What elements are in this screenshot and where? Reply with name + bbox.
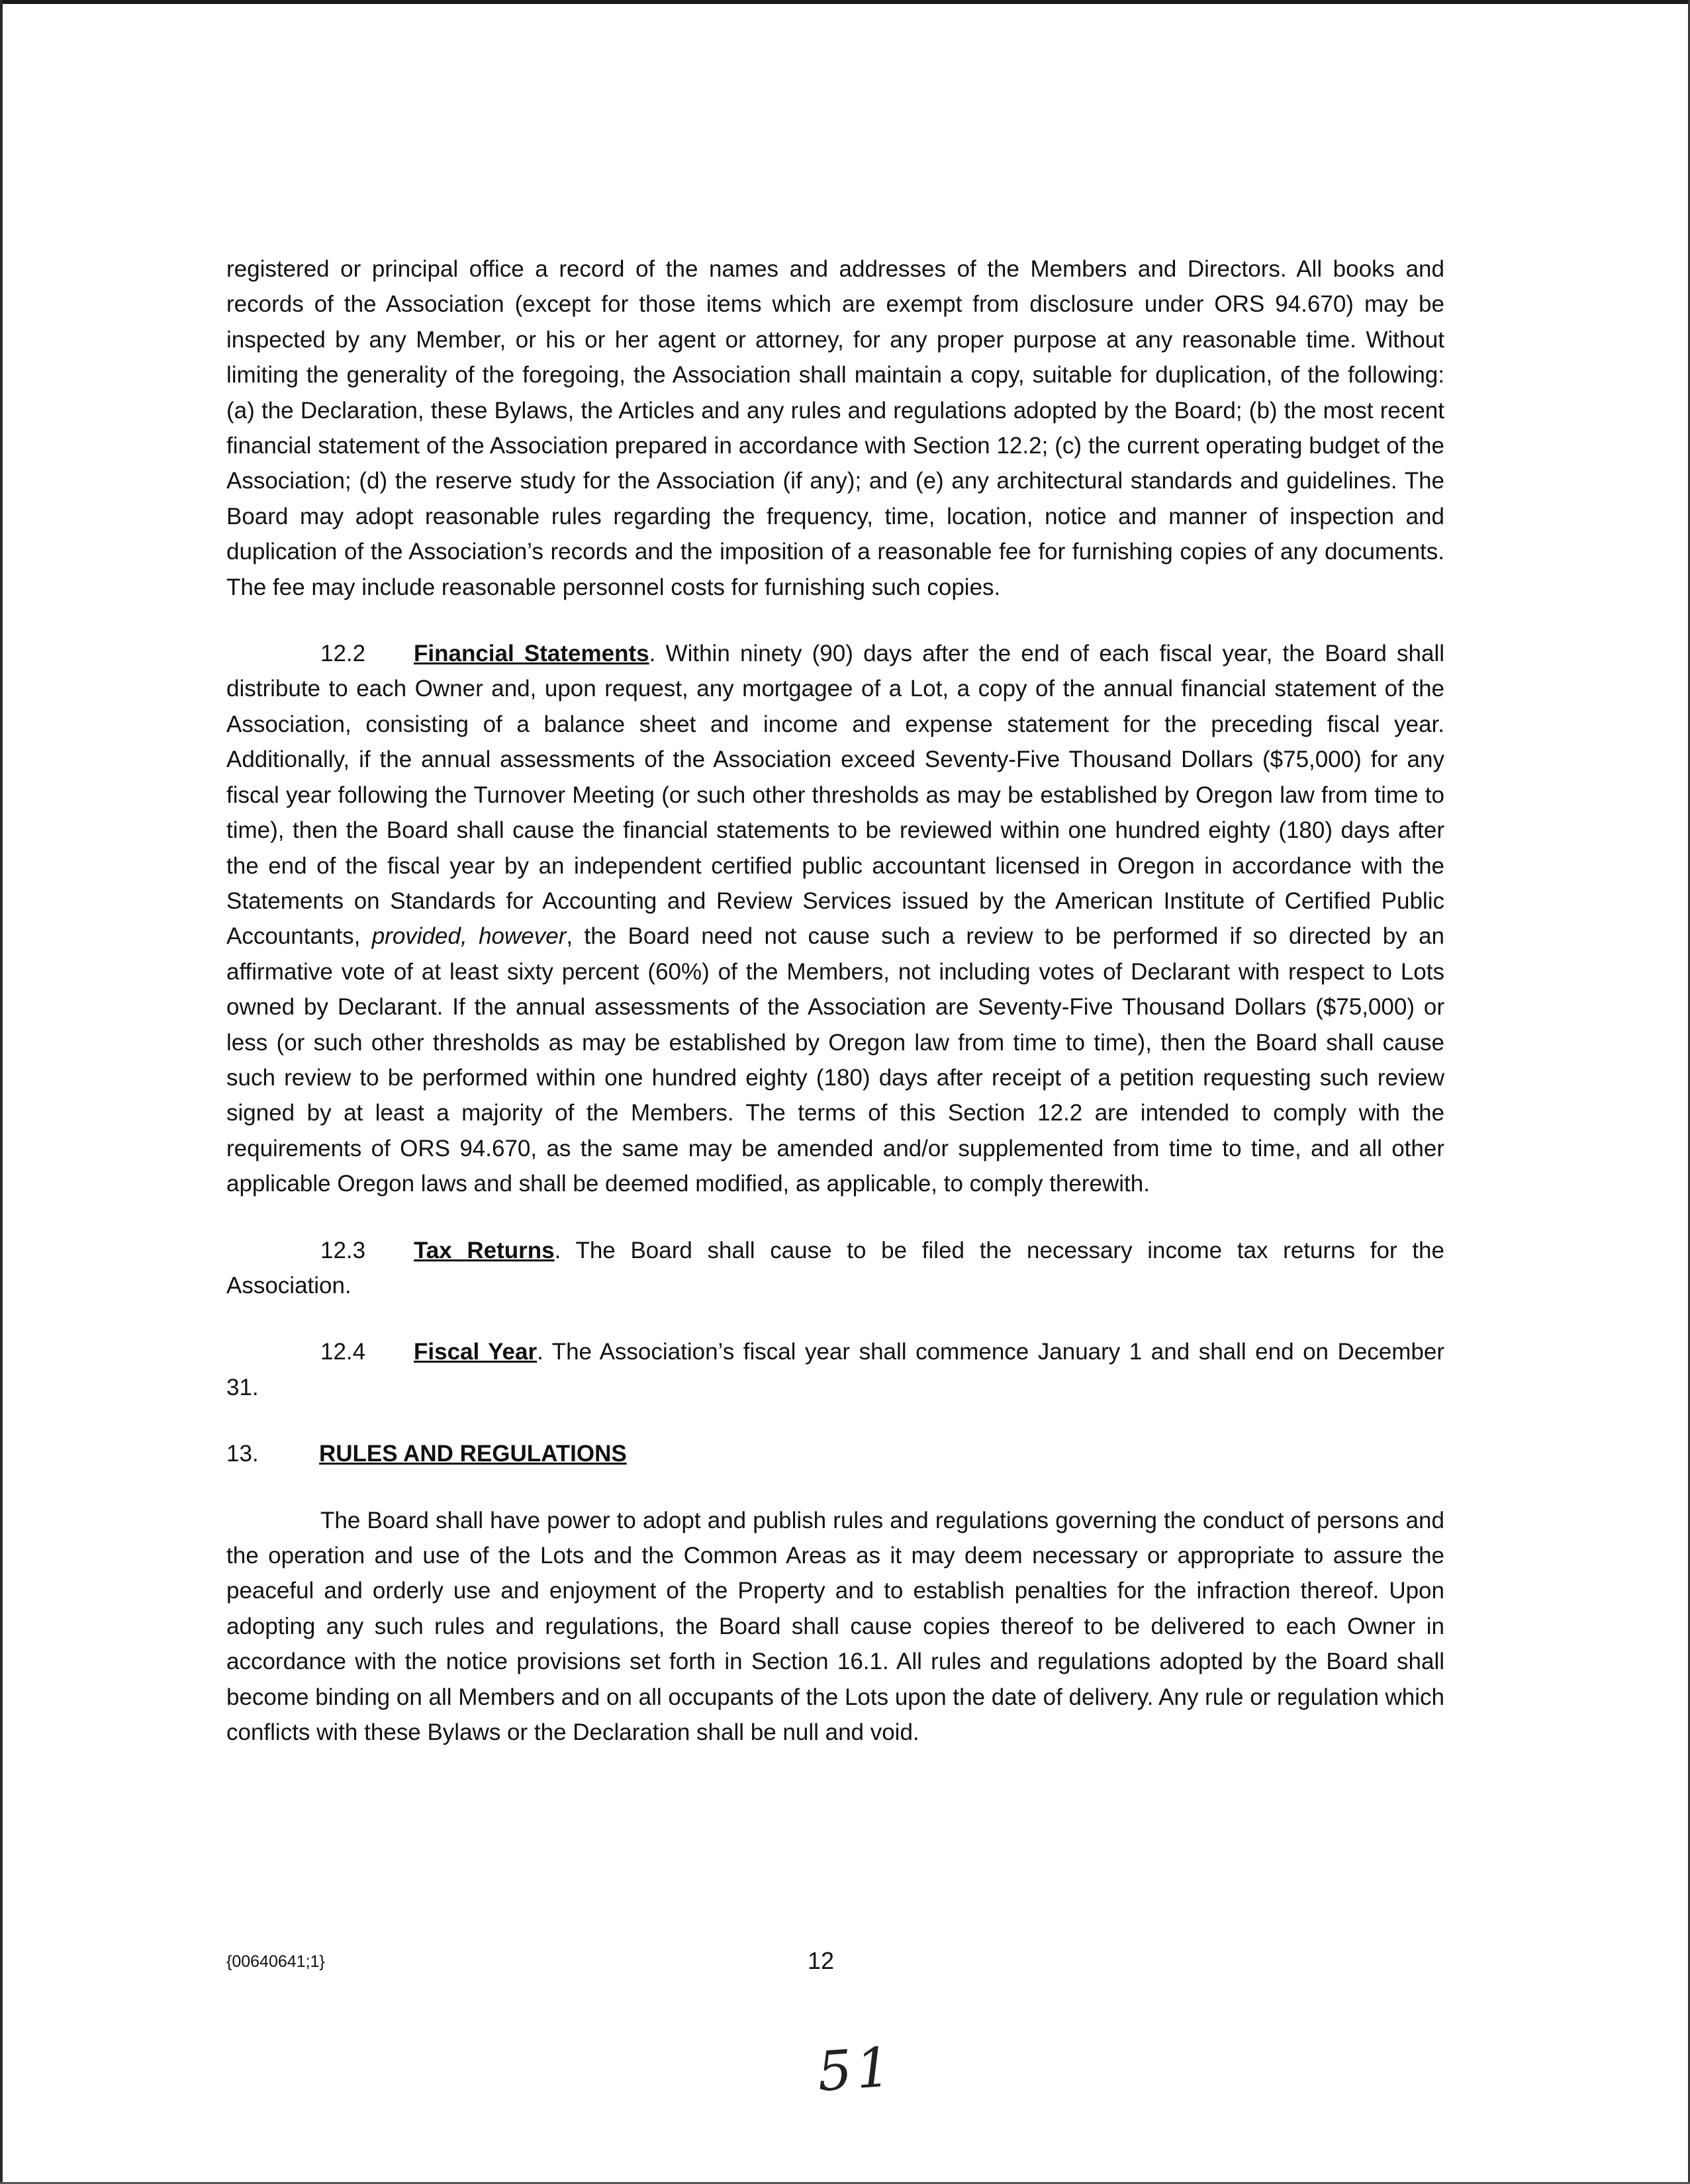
section-title: Fiscal Year [414, 1339, 538, 1365]
section-number: 12.3 [320, 1237, 366, 1263]
scan-edge-top [0, 0, 1690, 4]
article-title: RULES AND REGULATIONS [319, 1441, 627, 1467]
section-12-2 [226, 636, 1444, 1202]
section-italic-text: provided, however [371, 923, 567, 950]
page-number: 12 [807, 1947, 835, 1974]
section-title: Financial Statements [414, 641, 649, 667]
document-id: {00640641;1} [226, 1952, 325, 1971]
section-number: 12.4 [320, 1339, 366, 1365]
handwritten-page-number: 51 [815, 2036, 897, 2104]
article-number: 13. [226, 1441, 259, 1467]
section-12-3 [226, 1233, 1444, 1304]
section-text: . The Board shall cause to be filed the necessary income tax returns for the Association. [226, 1237, 1444, 1298]
scan-edge-left [0, 0, 3, 2184]
article-13-paragraph: The Board shall have power to adopt and publish rules and regulations governing the conduct of persons and the operation and use of the Lots and the Common Areas as it may deem necessary or appropriate to assure the peaceful and orderly use and enjoyment of the Property and to establish penalties for the infraction thereof. Upon adopting any such rules and regulations, the Board shall cause copies thereof to be delivered to each Owner in accordance with the notice provisions set forth in Section 16.1. All rules and regulations adopted by the Board shall become binding on all Members and on all occupants of the Lots upon the date of delivery. Any rule or regulation which conflicts with these Bylaws or the Declaration shall be null and void. [226, 1507, 1444, 1746]
document-body [226, 251, 1444, 1750]
section-text-continued: , the Board need not cause such a review to be performed if so directed by an affirmative vote of at least sixty percent (60%) of the Members, not including votes of Declarant with respect to Lots owned by Declarant. If the annual assessments of the Association are Seventy-Five Thousand Dollars ($75,000) or less (or such other thresholds as may be established by Oregon law from time to time), then the Board shall cause such review to be performed within one hundred eighty (180) days after receipt of a petition requesting such review signed by at least a majority of the Members. The terms of this Section 12.2 are intended to comply with the requirements of ORS 94.670, as the same may be amended and/or supplemented from time to time, and all other applicable Oregon laws and shall be deemed modified, as applicable, to comply therewith. [226, 923, 1445, 1197]
section-text: . Within ninety (90) days after the end of each fiscal year, the Board shall distribute to each Owner and, upon request, any mortgagee of a Lot, a copy of the annual financial statement of the Association, consisting of a balance sheet and income and expense statement for the preceding fiscal year. Additionally, if the annual assessments of the Association exceed Seventy-Five Thousand Dollars ($75,000) for any fiscal year following the Turnover Meeting (or such other thresholds as may be established by Oregon law from time to time), then the Board shall cause the financial statements to be reviewed within one hundred eighty (180) days after the end of the fiscal year by an independent certified public accountant licensed in Oregon in accordance with the Statements on Standards for Accounting and Review Services issued by the American Institute of Certified Public Accountants, [226, 641, 1445, 950]
article-13-heading [226, 1436, 1444, 1471]
section-text: . The Association’s fiscal year shall commence January 1 and shall end on December 31. [226, 1339, 1444, 1400]
section-12-4 [226, 1334, 1444, 1405]
opening-paragraph: registered or principal office a record of the names and addresses of the Members and Directors. All books and records of the Association (except for those items which are exempt from disclosure under ORS 94.670) may be inspected by any Member, or his or her agent or attorney, for any proper purpose at any reasonable time. Without limiting the generality of the foregoing, the Association shall maintain a copy, suitable for duplication, of the following: (a) the Declaration, these Bylaws, the Articles and any rules and regulations adopted by the Board; (b) the most recent financial statement of the Association prepared in accordance with Section 12.2; (c) the current operating budget of the Association; (d) the reserve study for the Association (if any); and (e) any architectural standards and guidelines. The Board may adopt reasonable rules regarding the frequency, time, location, notice and manner of inspection and duplication of the Association’s records and the imposition of a reasonable fee for furnishing copies of any documents. The fee may include reasonable personnel costs for furnishing such copies. [226, 256, 1444, 600]
section-title: Tax Returns [414, 1237, 555, 1263]
section-number: 12.2 [320, 641, 366, 667]
